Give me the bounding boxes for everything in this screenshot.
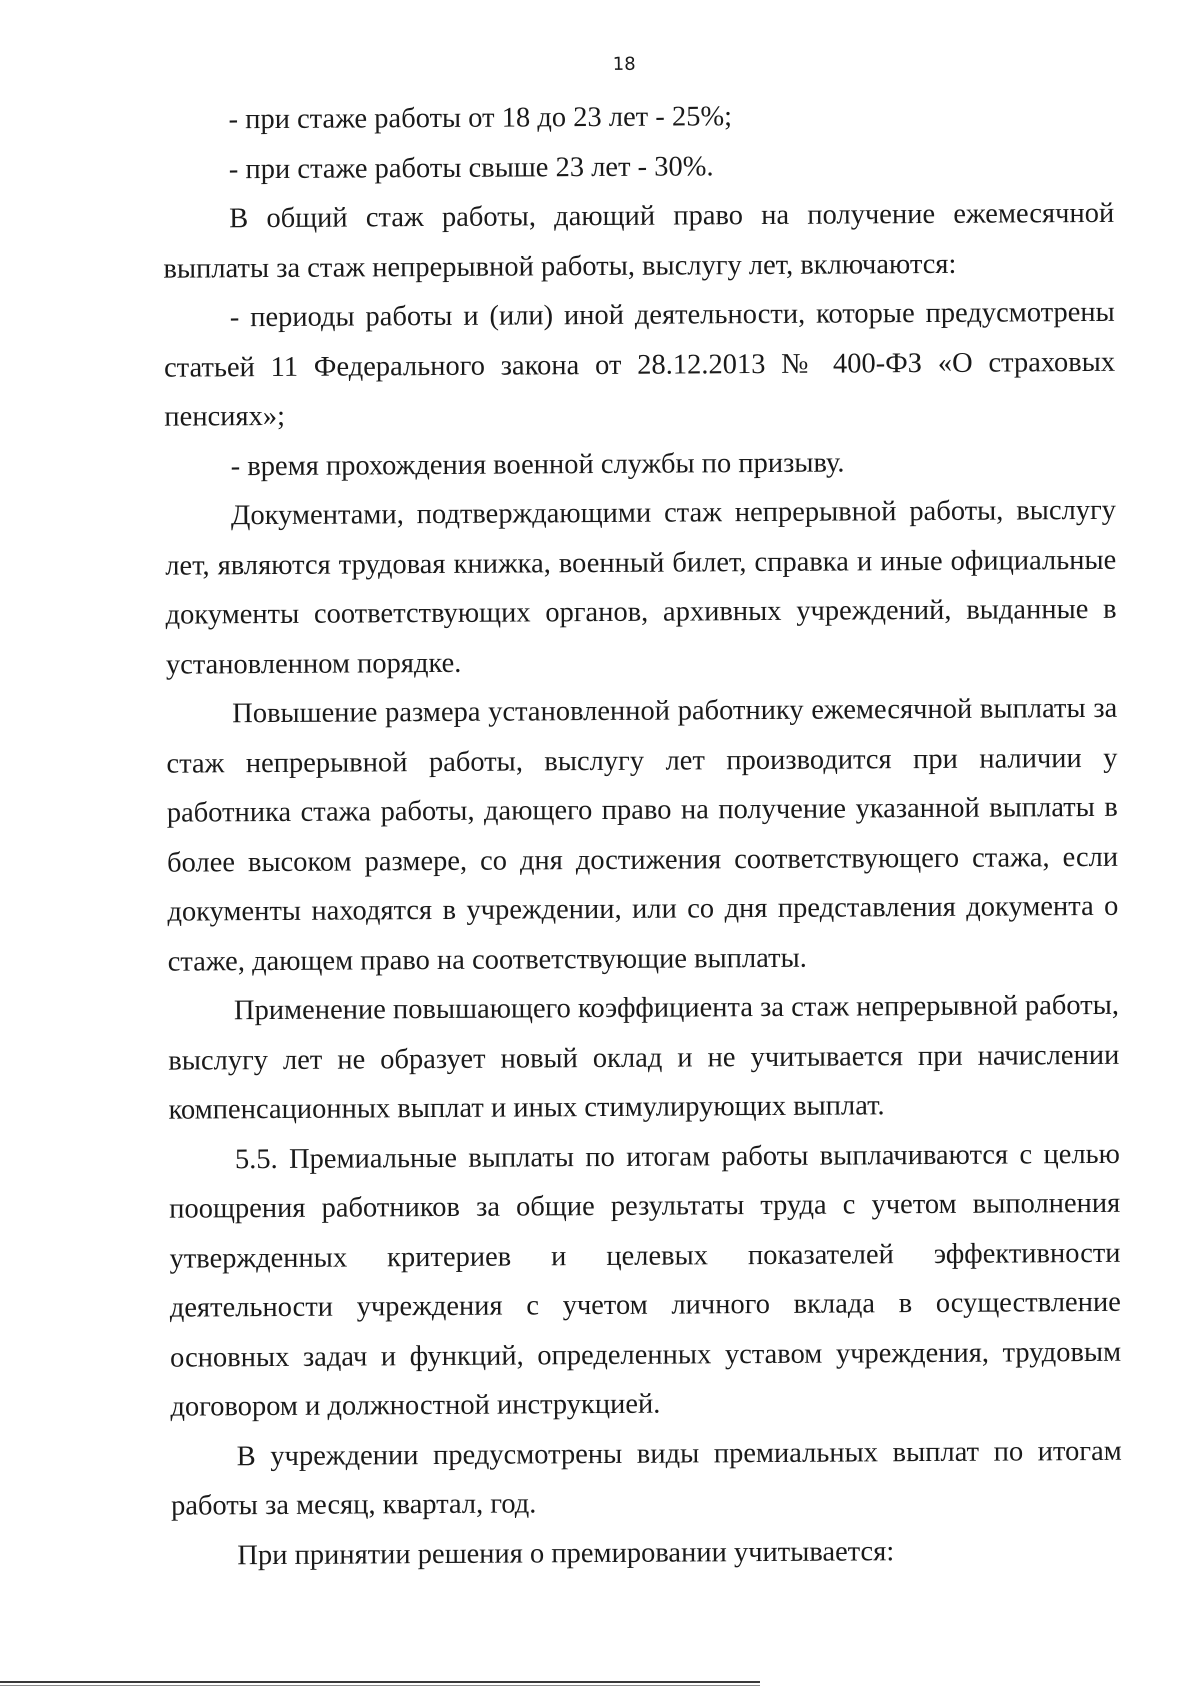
paragraph-documents: Документами, подтверждающими стаж непрерывной работы, выслугу лет, являются трудовая книжка, военный билет, справка и иные официальные документы соответствующих органов, архивных учреждений, выданные в установленном порядке.: [165, 494, 1117, 681]
paragraph-experience-18-23: - при стаже работы от 18 до 23 лет - 25%;: [228, 101, 733, 136]
scan-edge-line: [0, 1681, 760, 1683]
paragraph-bonus-decision: При принятии решения о премировании учитывается:: [237, 1535, 895, 1571]
paragraph-military-service: - время прохождения военной службы по призыву.: [230, 446, 845, 482]
paragraph-bonus-types: В учреждении предусмотрены виды премиальных выплат по итогам работы за месяц, квартал, год.: [170, 1435, 1122, 1522]
paragraph-bonus-payments: 5.5. Премиальные выплаты по итогам работы выплачиваются с целью поощрения работников за общие результаты труда с учетом выполнения утвержденных критериев и целевых показателей эффективности деятельности учреждения с учетом личного вклада в осуществление основных задач и функций, определенных уставом учреждения, трудовым договором и должностной инструкцией.: [169, 1138, 1122, 1423]
document-body: [162, 90, 1122, 1581]
paragraph-total-experience: В общий стаж работы, дающий право на получение ежемесячной выплаты за стаж непрерывной работы, выслугу лет, включаются:: [163, 197, 1115, 285]
scan-edge-shadow: [0, 1685, 760, 1686]
page-number: 18: [612, 53, 636, 75]
paragraph-experience-over-23: - при стаже работы свыше 23 лет - 30%.: [228, 150, 714, 185]
paragraph-coefficient: Применение повышающего коэффициента за стаж непрерывной работы, выслугу лет не образует новый оклад и не учитывается при начислении компенсационных выплат и иных стимулирующих выплат.: [168, 989, 1120, 1126]
paragraph-payment-increase: Повышение размера установленной работнику ежемесячной выплаты за стаж непрерывной работы, выслугу лет производится при наличии у работника стажа работы, дающего право на получение указанной выплаты в более высоком размере, со дня достижения соответствующего стажа, если документы находятся в учреждении, или со дня представления документа о стаже, дающем право на соответствующие выплаты.: [166, 692, 1119, 978]
paragraph-work-periods: - периоды работы и (или) иной деятельности, которые предусмотрены статьей 11 Федерального закона от 28.12.2013 № 400-ФЗ «О страховых пенсиях»;: [163, 296, 1116, 433]
